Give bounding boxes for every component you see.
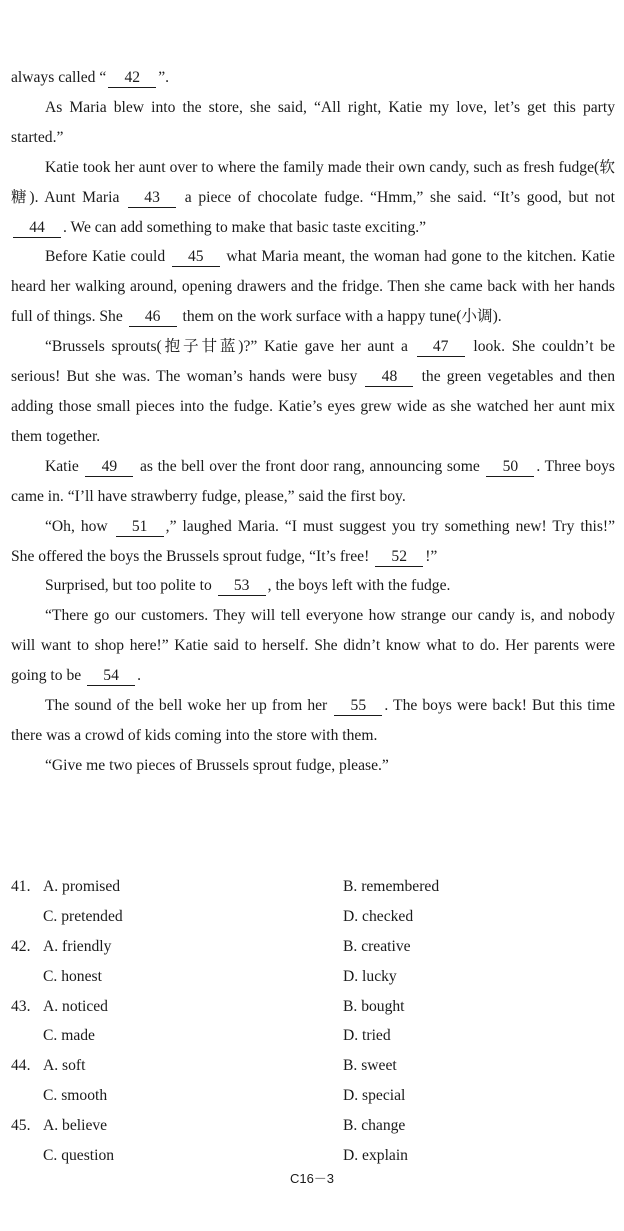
passage-paragraph — [11, 512, 615, 572]
passage-paragraph — [11, 751, 615, 781]
passage-paragraph — [11, 332, 615, 452]
passage-text: “Give me two pieces of Brussels sprout fudge, please.” — [45, 756, 389, 774]
option-choice[interactable]: D. explain — [343, 1147, 408, 1165]
answer-blank-45[interactable]: 45 — [172, 248, 220, 267]
question-row — [11, 962, 615, 992]
passage-text: what Maria meant, the woman had gone to the kitchen. Katie heard her walking around, opening drawers and the fridge. Then she came back with her hands full of things. She — [11, 248, 615, 326]
passage-text: a piece of chocolate fudge. “Hmm,” she said. “It’s good, but not — [178, 188, 615, 206]
page-number: C16－3 — [289, 1171, 335, 1186]
option-choice[interactable]: A. believe — [43, 1117, 108, 1135]
option-choice[interactable]: D. special — [343, 1087, 406, 1105]
question-row — [11, 872, 615, 902]
option-choice[interactable]: B. sweet — [343, 1057, 397, 1075]
passage-text: look. She couldn’t be serious! But she was. The woman’s hands were busy — [11, 338, 615, 386]
option-choice[interactable]: C. question — [43, 1147, 115, 1165]
question-row — [11, 1021, 615, 1051]
option-choice[interactable]: A. friendly — [43, 937, 112, 955]
option-choice[interactable]: B. bought — [343, 997, 405, 1015]
option-choice[interactable]: D. lucky — [343, 967, 397, 985]
answer-options — [11, 872, 615, 1171]
passage-paragraph — [11, 452, 615, 512]
passage-text: . Three boys came in. “I’ll have strawberry fudge, please,” said the first boy. — [11, 457, 615, 505]
passage-text: Before Katie could — [45, 248, 170, 266]
option-choice[interactable]: C. honest — [43, 967, 102, 985]
option-choice[interactable]: C. made — [43, 1027, 95, 1045]
question-number: 42. — [11, 937, 31, 955]
answer-blank-46[interactable]: 46 — [129, 308, 177, 327]
passage-text: “There go our customers. They will tell everyone how strange our candy is, and nobody will want to shop here!” Katie said to herself. She didn’t know what to do. Her parents were going to be — [11, 607, 615, 685]
passage-paragraph — [11, 242, 615, 332]
question-number: 43. — [11, 997, 31, 1015]
passage-text: as the bell over the front door rang, announcing some — [135, 457, 485, 475]
answer-blank-47[interactable]: 47 — [417, 338, 465, 357]
passage-text: Katie took her aunt over to where the family made their own candy, such as fresh fudge(软糖). Aunt Maria — [11, 158, 615, 206]
option-choice[interactable]: B. change — [343, 1117, 406, 1135]
option-choice[interactable]: C. pretended — [43, 907, 123, 925]
passage-text: ”. — [158, 69, 170, 86]
passage-text: . We can add something to make that basic taste exciting.” — [63, 218, 427, 236]
question-row — [11, 902, 615, 932]
question-row — [11, 1141, 615, 1171]
passage-paragraph — [11, 93, 615, 153]
option-choice[interactable]: D. tried — [343, 1027, 391, 1045]
answer-blank-42[interactable]: 42 — [108, 69, 156, 88]
question-row — [11, 1051, 615, 1081]
answer-blank-53[interactable]: 53 — [218, 577, 266, 596]
answer-blank-55[interactable]: 55 — [334, 697, 382, 716]
question-row — [11, 1081, 615, 1111]
passage-text: always called “ — [11, 69, 107, 86]
passage-text: them on the work surface with a happy tune(小调). — [178, 308, 502, 326]
answer-blank-49[interactable]: 49 — [85, 458, 133, 477]
option-choice[interactable]: C. smooth — [43, 1087, 108, 1105]
passage-text: . — [137, 667, 141, 685]
passage-text: “Brussels sprouts(抱子甘蓝)?” Katie gave her aunt a — [45, 338, 415, 356]
answer-blank-51[interactable]: 51 — [116, 518, 164, 537]
option-choice[interactable]: A. soft — [43, 1057, 86, 1075]
question-number: 41. — [11, 878, 31, 895]
option-choice[interactable]: A. promised — [43, 878, 121, 895]
passage-text: Surprised, but too polite to — [45, 577, 216, 595]
answer-blank-43[interactable]: 43 — [128, 189, 176, 208]
question-number: 44. — [11, 1057, 31, 1075]
passage-text: Katie — [45, 457, 84, 475]
passage-text: . The boys were back! But this time there was a crowd of kids coming into the store with them. — [11, 697, 615, 744]
answer-blank-50[interactable]: 50 — [486, 458, 534, 477]
option-choice[interactable]: D. checked — [343, 907, 414, 925]
passage-paragraph — [11, 571, 615, 601]
cloze-passage — [11, 63, 615, 781]
question-row — [11, 992, 615, 1022]
passage-text: the green vegetables and then adding those small pieces into the fudge. Katie’s eyes grew wide as she watched her aunt mix them together. — [11, 368, 616, 445]
question-number: 45. — [11, 1117, 31, 1135]
answer-blank-44[interactable]: 44 — [13, 219, 61, 238]
passage-text: “Oh, how — [45, 517, 114, 535]
answer-blank-52[interactable]: 52 — [375, 548, 423, 567]
question-row — [11, 1111, 615, 1141]
passage-text: ,” laughed Maria. “I must suggest you try something new! Try this!” She offered the boys the Brussels sprout fudge, “It’s free! — [11, 517, 616, 565]
option-choice[interactable]: B. creative — [343, 937, 411, 955]
passage-paragraph — [11, 601, 615, 691]
passage-text: The sound of the bell woke her up from her — [45, 697, 333, 715]
option-choice[interactable]: A. noticed — [43, 997, 108, 1015]
passage-paragraph — [11, 63, 615, 93]
passage-paragraph — [11, 691, 615, 751]
option-choice[interactable]: B. remembered — [343, 878, 440, 895]
answer-blank-54[interactable]: 54 — [87, 667, 135, 686]
passage-text: As Maria blew into the store, she said, “All right, Katie my love, let’s get this party started.” — [11, 98, 615, 146]
passage-text: , the boys left with the fudge. — [267, 577, 451, 595]
answer-blank-48[interactable]: 48 — [365, 368, 413, 387]
question-row — [11, 932, 615, 962]
passage-paragraph — [11, 153, 615, 243]
passage-text: !” — [425, 547, 438, 565]
